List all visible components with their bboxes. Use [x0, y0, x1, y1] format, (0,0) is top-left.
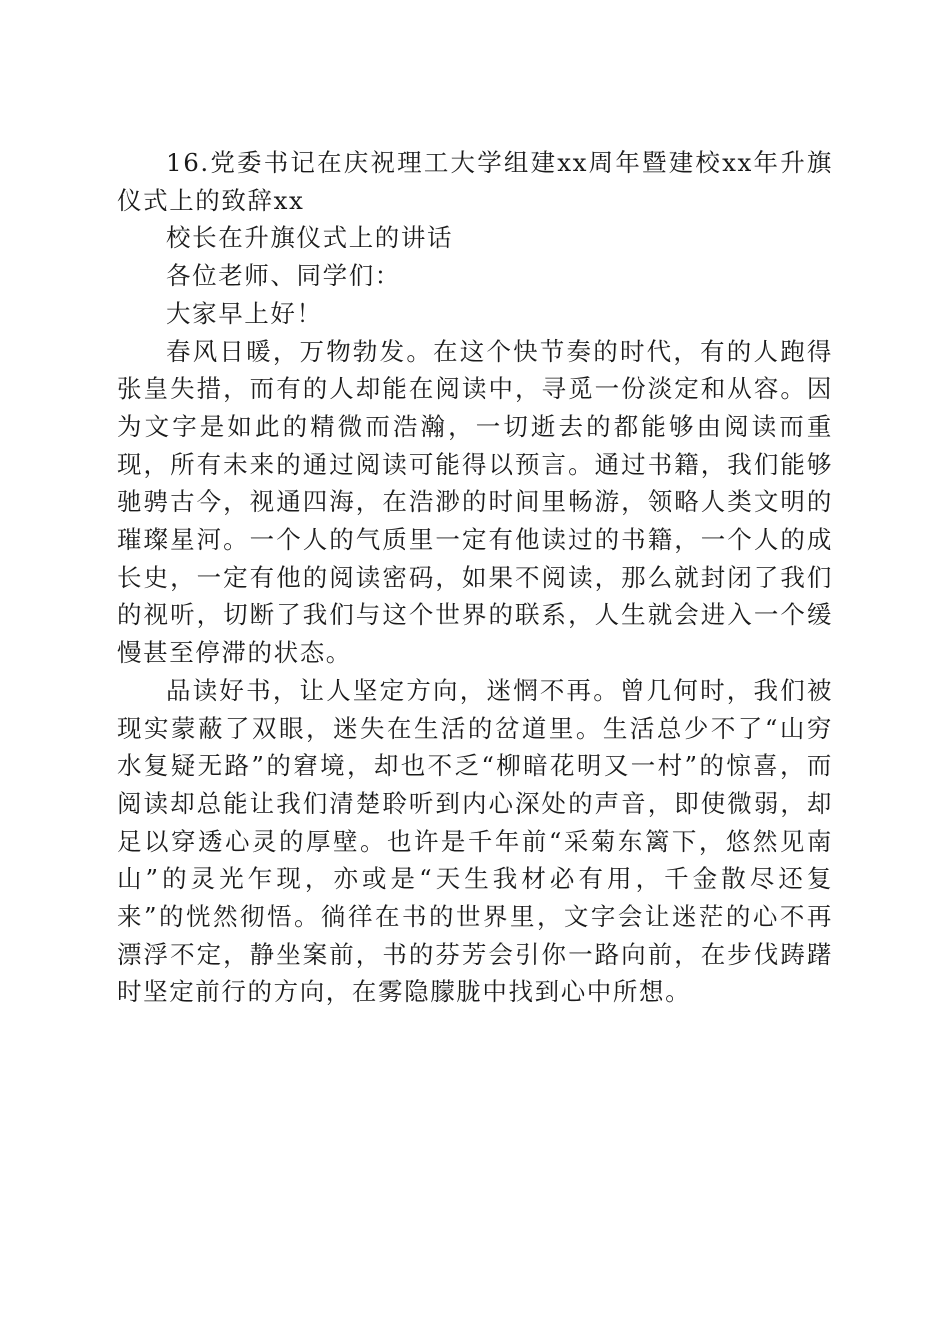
salutation: 各位老师、同学们：: [166, 261, 401, 291]
greeting: 大家早上好！: [166, 298, 323, 328]
body-paragraph-2: 品读好书，让人坚定方向，迷惘不再。曾几何时，我们被现实蒙蔽了双眼，迷失在生活的岔道里。生活总少不了“山穷水复疑无路”的窘境，却也不乏“柳暗花明又一村”的惊喜，而阅读却总能让我们清楚聆听到内心深处的声音，即使微弱，却足以穿透心灵的厚壁。也许是千年前“采菊东篱下，悠然见南山”的灵光乍现，亦或是“天生我材必有用，千金散尽还复来”的恍然彻悟。徜徉在书的世界里，文字会让迷茫的心不再漂浮不定，静坐案前，书的芬芳会引你一路向前，在步伐踌躇时坚定前行的方向，在雾隐朦胧中找到心中所想。: [117, 675, 833, 1007]
document-heading: 16.党委书记在庆祝理工大学组建xx周年暨建校xx年升旗仪式上的致辞xx: [117, 148, 833, 215]
document-body: [117, 144, 833, 1011]
speech-subtitle: 校长在升旗仪式上的讲话: [166, 223, 454, 253]
body-paragraph-1: 春风日暖，万物勃发。在这个快节奏的时代，有的人跑得张皇失措，而有的人却能在阅读中，寻觅一份淡定和从容。因为文字是如此的精微而浩瀚，一切逝去的都能够由阅读而重现，所有未来的通过阅读可能得以预言。通过书籍，我们能够驰骋古今，视通四海，在浩渺的时间里畅游，领略人类文明的璀璨星河。一个人的气质里一定有他读过的书籍，一个人的成长史，一定有他的阅读密码，如果不阅读，那么就封闭了我们的视听，切断了我们与这个世界的联系，人生就会进入一个缓慢甚至停滞的状态。: [117, 336, 833, 668]
